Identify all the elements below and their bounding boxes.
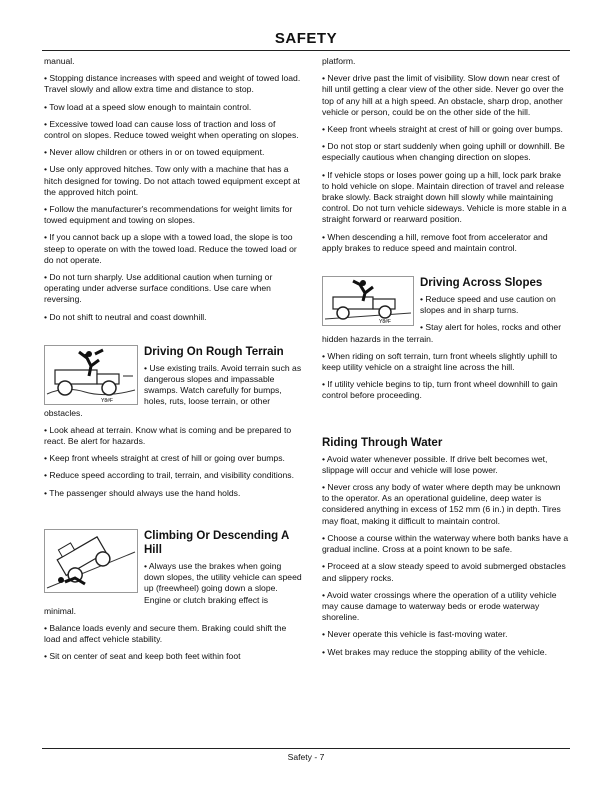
section-heading: Climbing Or Descending A Hill: [144, 529, 289, 556]
paragraph: • When descending a hill, remove foot from accelerator and apply brakes to reduce speed and maintain control.: [322, 231, 548, 253]
paragraph: • Balance loads evenly and secure them. Braking could shift the load and affect vehicle stability.: [44, 622, 287, 645]
vehicle-across-slope-icon: [322, 276, 414, 326]
paragraph: • If you cannot back up a slope with a towed load, the slope is too steep to operate on with the towed load. Reduce the towed load or do not operate.: [44, 232, 297, 265]
paragraph: • Look ahead at terrain. Know what is coming and be prepared to react. Be alert for hazards.: [44, 424, 292, 447]
paragraph: • Use existing trails. Avoid terrain such as dangerous slopes and impassable swamps. Watch carefully for bumps, holes, ruts, loose terrain, or other obstacles.: [44, 362, 302, 418]
paragraph: • Always use the brakes when going down slopes, the utility vehicle can speed up (freewheel) going down a slope. Engine or clutch braking effect is minimal.: [44, 560, 302, 616]
section-slopes: [322, 276, 570, 408]
paragraph: • Do not turn sharply. Use additional caution when turning or operating under adverse surface conditions. Use care when reversing.: [44, 272, 273, 305]
paragraph: • Sit on center of seat and keep both feet within foot: [44, 651, 241, 662]
paragraph: • When riding on soft terrain, turn front wheels slightly uphill to keep utility vehicle on a straight line across the hill.: [322, 350, 558, 373]
paragraph: • Wet brakes may reduce the stopping ability of the vehicle.: [322, 646, 547, 657]
section-water: [322, 436, 570, 664]
paragraph: • Never operate this vehicle is fast-moving water.: [322, 629, 508, 640]
paragraph: • Excessive towed load can cause loss of traction and loss of control on slopes. Reduce towed weight when operating on slopes.: [44, 118, 299, 141]
paragraph: • Avoid water whenever possible. If drive belt becomes wet, slippage will occur and vehicle will lose power.: [322, 453, 548, 475]
paragraph: • Never allow children or others in or on towed equipment.: [44, 147, 265, 158]
paragraph: • Reduce speed according to trail, terrain, and visibility conditions.: [44, 470, 294, 481]
paragraph: manual.: [44, 56, 75, 66]
paragraph: • Do not shift to neutral and coast downhill.: [44, 311, 207, 322]
paragraph: • Reduce speed and use caution on slopes and in sharp turns.: [420, 294, 556, 316]
paragraph: • Follow the manufacturer's recommendations for weight limits for towed equipment and towing on slopes.: [44, 204, 293, 226]
paragraph: • Keep front wheels straight at crest of hill or going over bumps.: [322, 124, 563, 135]
paragraph: • Proceed at a slow steady speed to avoid submerged obstacles and slippery rocks.: [322, 561, 566, 583]
paragraph: • Choose a course within the waterway where both banks have a gradual incline. Cross at a point known to be safe.: [322, 532, 569, 555]
section-heading: Driving On Rough Terrain: [144, 345, 284, 358]
right-column: [322, 56, 570, 664]
bottom-rule: [42, 748, 570, 749]
paragraph: • Do not stop or start suddenly when going uphill or downhill. Be especially cautious when changing direction on slopes.: [322, 141, 565, 163]
left-column: [44, 56, 302, 669]
paragraph: • Never cross any body of water where depth may be unknown to the operator. As an operational guideline, deep water is considered anything in excess of 152 mm (6 in.) in depth. Tires may float, making it difficult to maintain control.: [322, 482, 561, 526]
top-rule: [42, 50, 570, 51]
paragraph: • If utility vehicle begins to tip, turn front wheel downhill to gain control before proceeding.: [322, 379, 558, 401]
paragraph: • Stay alert for holes, rocks and other hidden hazards in the terrain.: [322, 322, 562, 344]
vehicle-rough-terrain-icon: [44, 345, 138, 405]
page-footer: Safety - 7: [287, 752, 325, 762]
paragraph: • Keep front wheels straight at crest of hill or going over bumps.: [44, 453, 285, 464]
section-heading: Riding Through Water: [322, 436, 443, 449]
paragraph: • Never drive past the limit of visibility. Slow down near crest of hill until getting a clear view of the other side. Never go over the top of any hill at a high speed. An obstacle, sharp drop, another vehicle or person, could be on the other side of the hill.: [322, 73, 564, 117]
page-title: SAFETY: [274, 30, 338, 47]
figure-code: Y8#F: [379, 319, 391, 326]
section-climbing: [44, 529, 302, 669]
figure-code: Y8#F: [101, 397, 113, 404]
paragraph: • Avoid water crossings where the operation of a utility vehicle may cause damage to waterway beds or erode waterway shoreline.: [322, 589, 557, 623]
paragraph: platform.: [322, 56, 356, 66]
vehicle-tipping-hill-icon: [44, 529, 138, 593]
paragraph: • Stopping distance increases with speed and weight of towed load. Travel slowly and allow extra time and distance to stop.: [44, 73, 301, 95]
paragraph: • The passenger should always use the hand holds.: [44, 487, 241, 498]
section-heading: Driving Across Slopes: [420, 277, 543, 290]
paragraph: • Tow load at a speed slow enough to maintain control.: [44, 101, 252, 112]
section-rough-terrain: [44, 345, 302, 505]
paragraph: • Use only approved hitches. Tow only with a machine that has a hitch designed for towing. Do not attach towed equipment except at the approved hitch point.: [44, 164, 301, 197]
paragraph: • If vehicle stops or loses power going up a hill, lock park brake to hold vehicle on slope. Maintain direction of travel and release brake slowly. Back straight down hill slowly while maintaining control. Do not turn vehicle sideways. Vehicle is more stable in a straight forward or rearward position.: [322, 169, 567, 225]
